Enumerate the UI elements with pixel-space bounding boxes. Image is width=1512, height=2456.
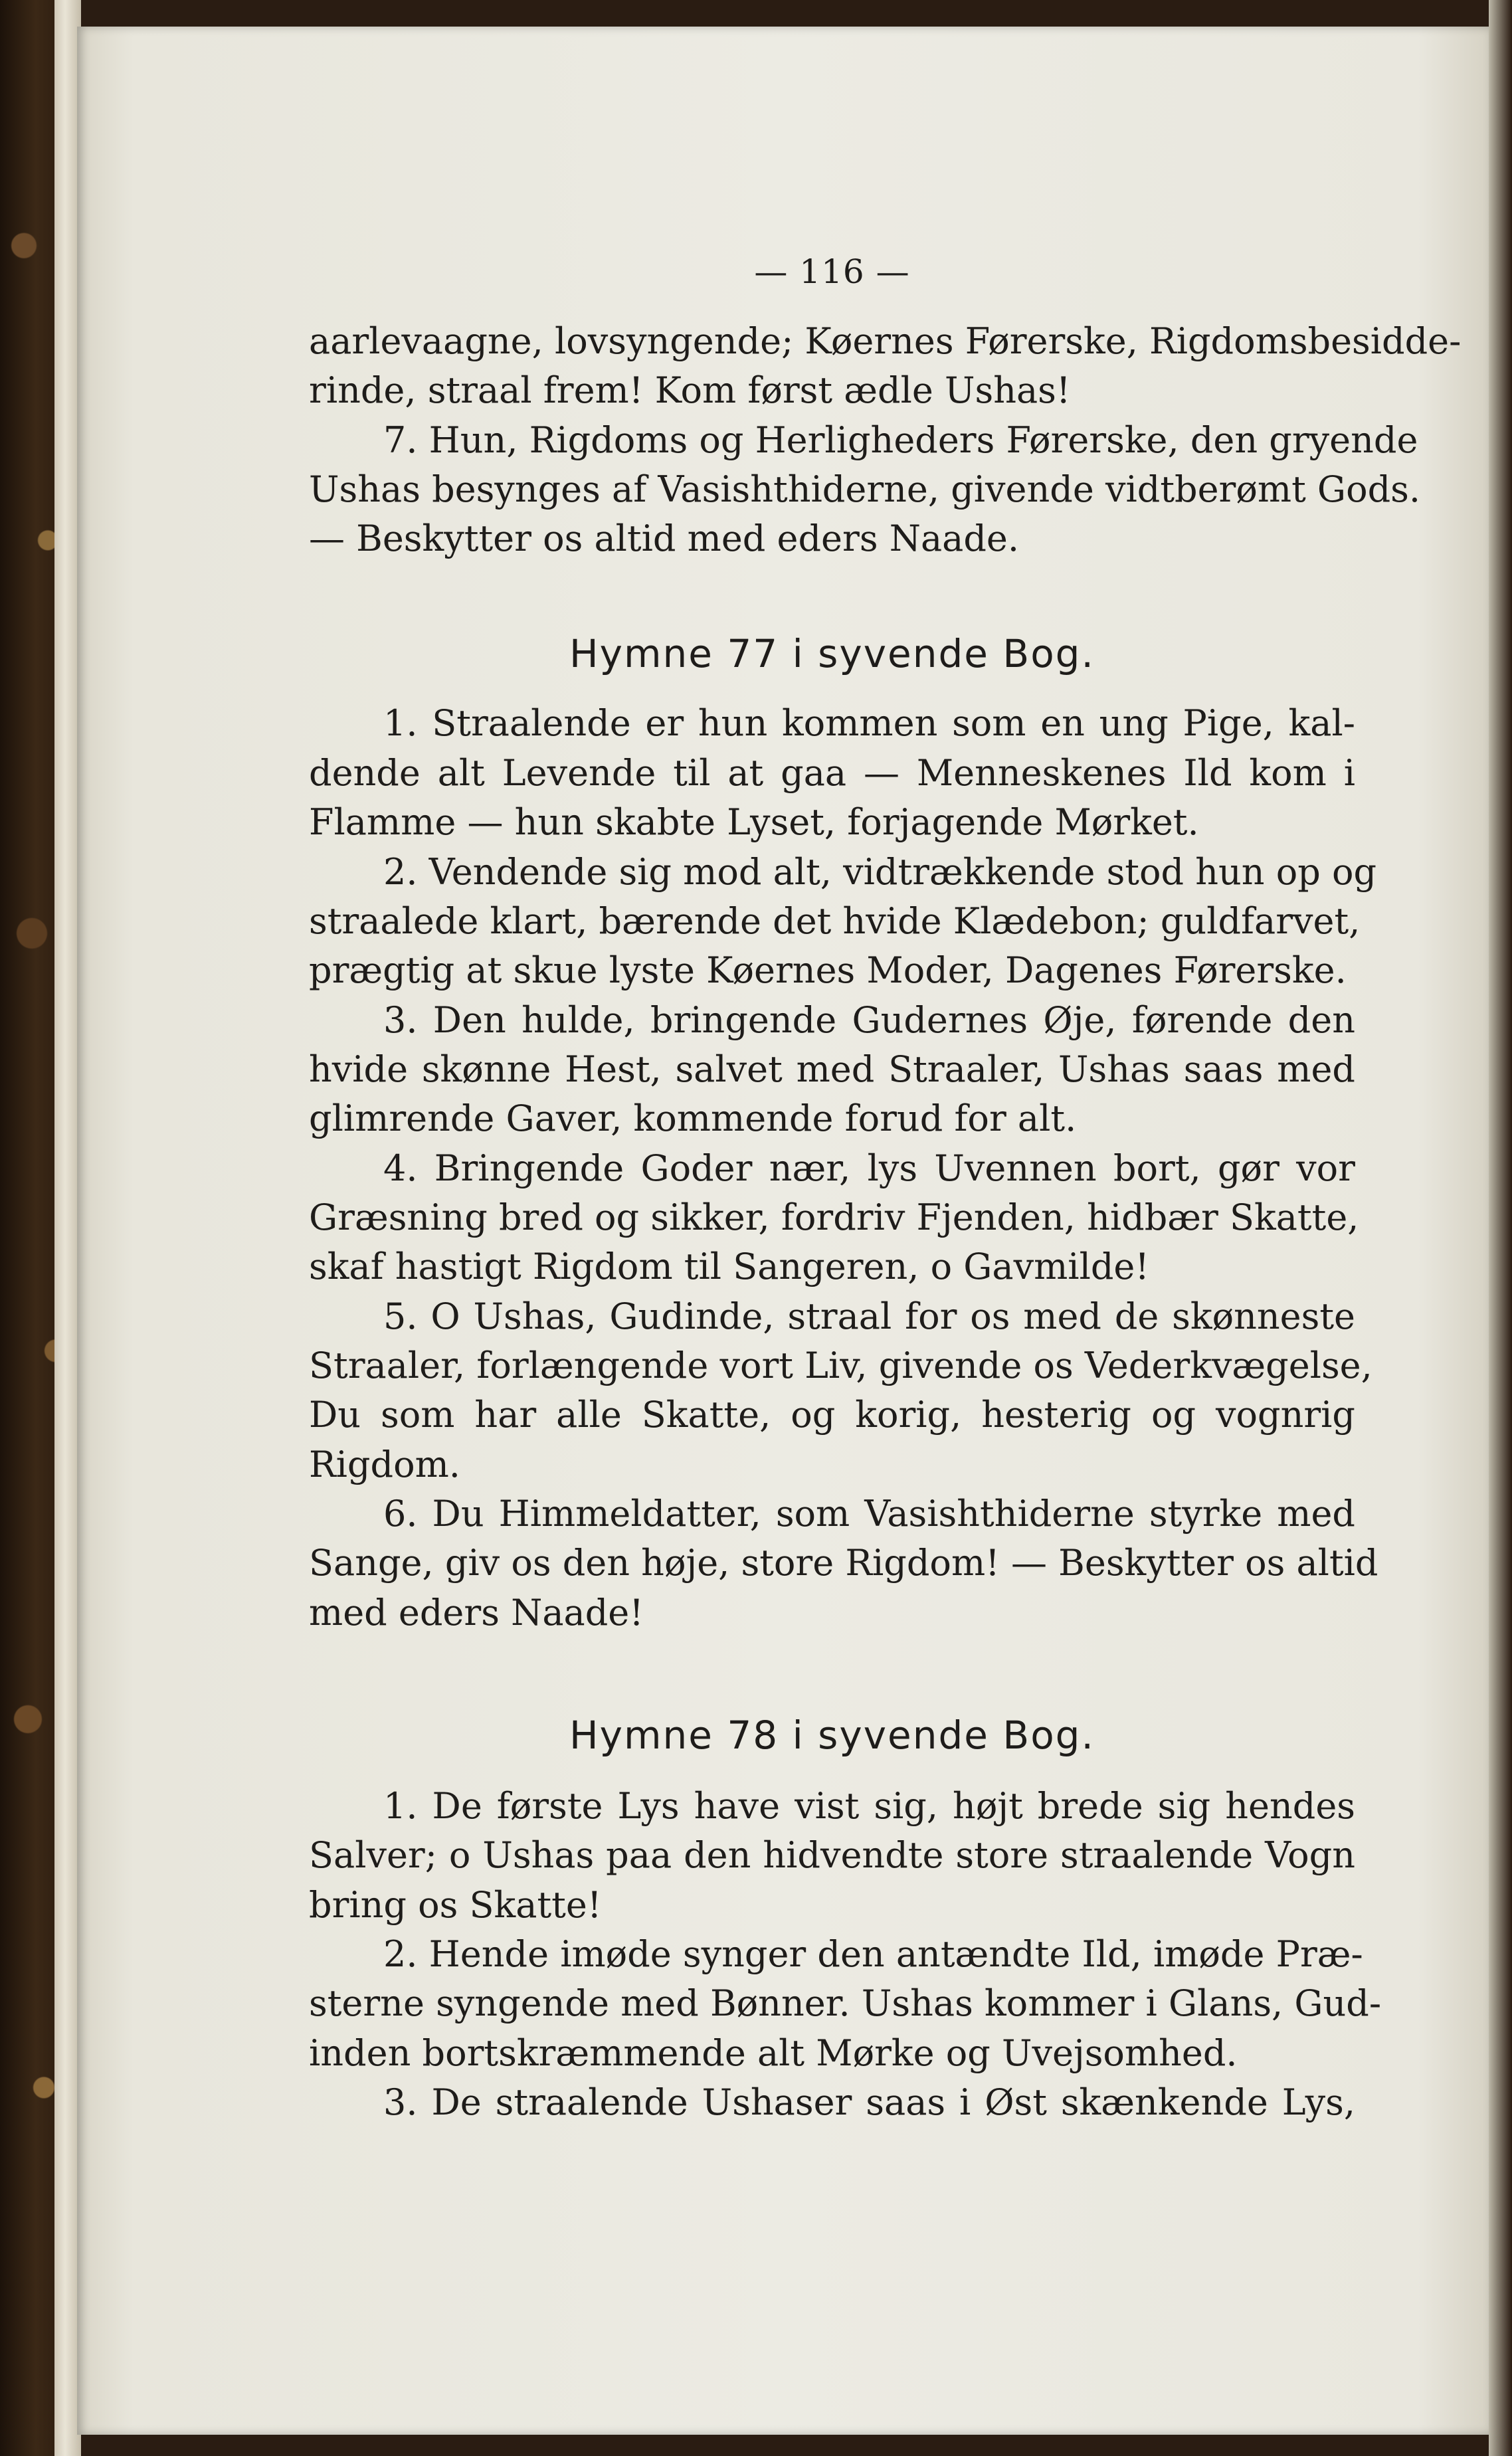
hymn-77-heading: Hymne 77 i syvende Bog. bbox=[569, 631, 1095, 676]
hymn-77-line: 3. Den hulde, bringende Gudernes Øje, førende den bbox=[383, 999, 1355, 1041]
hymn-77-line: 2. Vendende sig mod alt, vidtrækkende stod hun op og bbox=[383, 851, 1377, 893]
hymn-77-line: med eders Naade! bbox=[309, 1592, 644, 1634]
hymn-78-line: inden bortskræmmende alt Mørke og Uvejsomhed. bbox=[309, 2032, 1238, 2074]
right-page-edge bbox=[1489, 0, 1512, 2456]
hymn-78-line: bring os Skatte! bbox=[309, 1884, 602, 1926]
page-number: — 116 — bbox=[754, 252, 910, 291]
hymn-77-line: Græsning bred og sikker, fordriv Fjenden, hidbær Skatte, bbox=[309, 1196, 1359, 1238]
hymn-77-line: Rigdom. bbox=[309, 1444, 460, 1485]
hymn-77-line: Du som har alle Skatte, og korig, hesterig og vognrig bbox=[309, 1394, 1355, 1436]
hymn-78-line: 3. De straalende Ushaser saas i Øst skænkende Lys, bbox=[383, 2081, 1355, 2123]
hymn-78-line: 1. De første Lys have vist sig, højt brede sig hendes bbox=[383, 1785, 1355, 1827]
hymn-77-line: 5. O Ushas, Gudinde, straal for os med de skønneste bbox=[383, 1295, 1355, 1337]
hymn-77-line: 6. Du Himmeldatter, som Vasishthiderne styrke med bbox=[383, 1493, 1355, 1535]
hymn-77-line: hvide skønne Hest, salvet med Straaler, Ushas saas med bbox=[309, 1048, 1355, 1090]
hymn-77-line: Straaler, forlængende vort Liv, givende os Vederkvægelse, bbox=[309, 1345, 1372, 1386]
text-line: — Beskytter os altid med eders Naade. bbox=[309, 518, 1020, 559]
hymn-77-line: 4. Bringende Goder nær, lys Uvennen bort, gør vor bbox=[383, 1147, 1355, 1189]
hymn-77-line: Sange, giv os den høje, store Rigdom! — Beskytter os altid bbox=[309, 1542, 1378, 1584]
text-line: Ushas besynges af Vasishthiderne, givende vidtberømt Gods. bbox=[309, 468, 1421, 510]
text-line: aarlevaagne, lovsyngende; Køernes Førerske, Rigdomsbesidde- bbox=[309, 320, 1462, 362]
hymn-77-line: 1. Straalende er hun kommen som en ung Pige, kal- bbox=[383, 702, 1355, 744]
hymn-77-line: skaf hastigt Rigdom til Sangeren, o Gavmilde! bbox=[309, 1246, 1150, 1287]
hymn-78-line: sterne syngende med Bønner. Ushas kommer i Glans, Gud- bbox=[309, 1982, 1382, 2024]
hymn-77-line: dende alt Levende til at gaa — Menneskenes Ild kom i bbox=[309, 752, 1355, 794]
hymn-77-line: glimrende Gaver, kommende forud for alt. bbox=[309, 1097, 1077, 1139]
hymn-78-line: Salver; o Ushas paa den hidvendte store straalende Vogn bbox=[309, 1834, 1355, 1876]
hymn-77-line: prægtig at skue lyste Køernes Moder, Dagenes Førerske. bbox=[309, 949, 1347, 991]
text-line: rinde, straal frem! Kom først ædle Ushas! bbox=[309, 369, 1071, 411]
hymn-77-line: Flamme — hun skabte Lyset, forjagende Mørket. bbox=[309, 801, 1199, 843]
hymn-78-line: 2. Hende imøde synger den antændte Ild, imøde Præ- bbox=[383, 1933, 1363, 1975]
text-line: 7. Hun, Rigdoms og Herligheders Førerske, den gryende bbox=[383, 419, 1418, 461]
hymn-77-line: straalede klart, bærende det hvide Klædebon; guldfarvet, bbox=[309, 900, 1361, 942]
hymn-78-heading: Hymne 78 i syvende Bog. bbox=[569, 1713, 1095, 1758]
